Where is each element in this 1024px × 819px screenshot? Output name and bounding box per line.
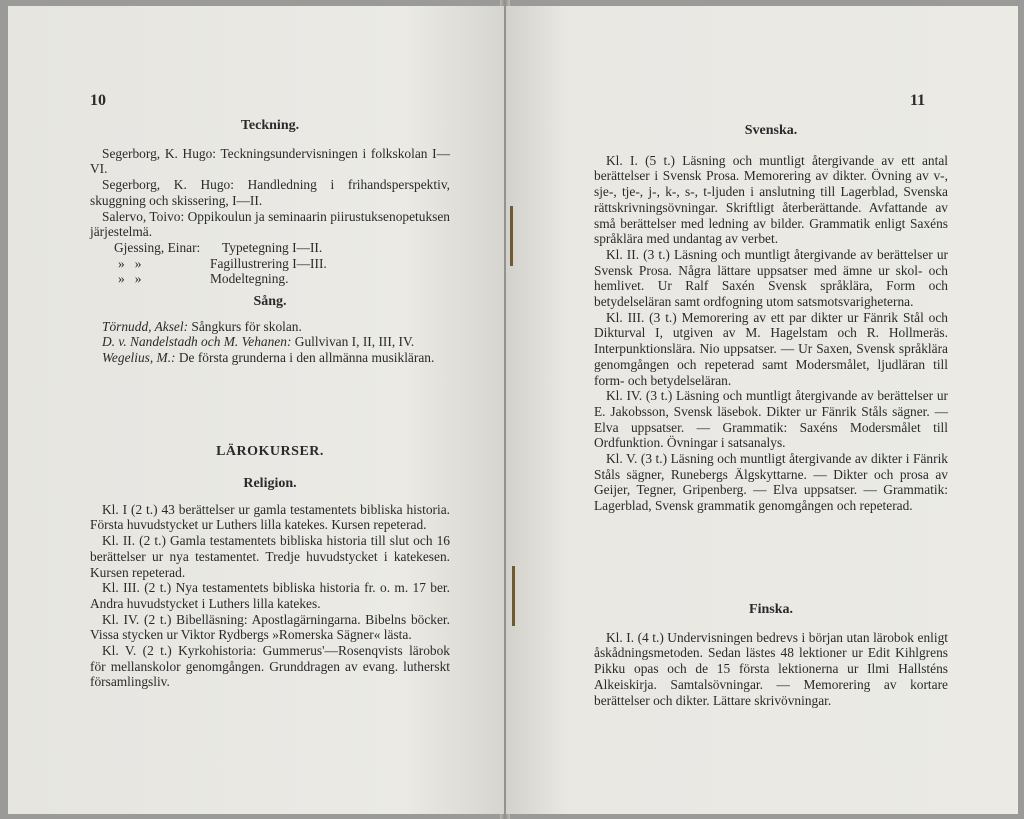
finska-section <box>594 602 948 708</box>
gjessing-item: Modeltegning. <box>210 271 289 287</box>
teckning-section <box>90 118 450 287</box>
sang-entry <box>90 350 450 366</box>
section-heading-religion: Religion. <box>243 476 297 491</box>
gjessing-row <box>90 271 450 287</box>
religion-paragraph: Kl. III. (2 t.) Nya testamentets bibliska historia fr. o. m. 17 ber. Andra huvudstycket i Luthers lilla katekes. <box>90 580 450 611</box>
gjessing-author: Gjessing, Einar: <box>114 239 201 255</box>
ditto-mark-row <box>90 271 210 287</box>
section-heading-finska: Finska. <box>749 602 793 617</box>
svenska-section <box>594 123 948 514</box>
binding-mark <box>510 206 513 266</box>
larokurser-section <box>90 444 450 460</box>
ditto-mark: » <box>118 271 125 287</box>
svenska-paragraph: Kl. IV. (3 t.) Läsning och muntligt återgivande av berättelser ur E. Jakobsson, Svensk läsebok. Dikter ur Fänrik Ståls sägner. — Elva uppsatser. — Grammatik: Saxéns Modersmålet till Ordfunktion. Övningar i satsanalys. <box>594 388 948 451</box>
sang-author: D. v. Nandelstadh och M. Vehanen: <box>102 334 292 350</box>
ditto-mark-row <box>90 256 210 272</box>
sang-author: Wegelius, M.: <box>102 350 176 366</box>
sang-text: Gullvivan I, II, III, IV. <box>291 334 415 350</box>
binding-mark <box>512 566 515 626</box>
svenska-paragraph: Kl. III. (3 t.) Memorering av ett par dikter ur Fänrik Stål och Dikturval I, utgiven av M. Hagelstam och R. Hollmeräs. Interpunktionslära. Nio uppsatser. — Ur Saxen, Svensk språklära genomgången och repeterad samt Modersmålet, ljudläran till form- och betydelseläran. <box>594 309 948 388</box>
right-page <box>506 6 1018 814</box>
religion-paragraph: Kl. IV. (2 t.) Bibelläsning: Apostlagärningarna. Bibelns böcker. Vissa stycken ur Viktor Rydbergs »Romerska Sägner« lästa. <box>90 611 450 643</box>
section-heading-teckning: Teckning. <box>240 118 300 133</box>
svenska-paragraph: Kl. II. (3 t.) Läsning och muntligt återgivande av berättelser ur Svensk Prosa. Några lättare uppsatser med ämne ur skol- och hemlivet. Ur Ralf Saxén Svensk språklära, Form och betydelseläran samt ordfogning utom satsmotsvarigheterna. <box>594 246 948 310</box>
section-heading-svenska: Svenska. <box>744 123 798 138</box>
teckning-entry: Segerborg, K. Hugo: Handledning i frihandsperspektiv, skuggning och skissering, I—II. <box>90 177 450 208</box>
left-page <box>8 6 504 814</box>
gjessing-row <box>90 256 450 272</box>
sang-text: Sångkurs för skolan. <box>188 318 302 334</box>
ditto-mark: » <box>134 255 142 271</box>
gjessing-item: Fagillustrering I—III. <box>210 255 327 271</box>
ditto-mark: » <box>134 271 142 287</box>
religion-paragraph: Kl. V. (2 t.) Kyrkohistoria: Gummerus'—Rosenqvists lärobok för mellanskolor genomgången. Grunddragen av evang. lutherskt församlingsliv. <box>90 643 450 690</box>
gjessing-row <box>90 240 450 256</box>
svenska-paragraph: Kl. I. (5 t.) Läsning och muntligt återgivande av ett antal berättelser i Svensk Prosa. Memorering av dikter. Övning av v-, sje-, tje-, j-, k-, s-, t-ljuden i anslutning till Lagerblad, Svenska rättskrivningsövningar. Skriftligt återberättande. Avfattande av små berättelser med ledning av bilder. Grammatik enligt Saxéns språklära med undantag av verbet. <box>594 152 948 247</box>
religion-section <box>90 476 450 690</box>
teckning-entry: Salervo, Toivo: Oppikoulun ja seminaarin piirustuksenopetuksen järjestelmä. <box>90 208 450 240</box>
sang-entry <box>90 319 450 335</box>
page-number: 11 <box>910 92 926 109</box>
sang-entry <box>90 334 450 350</box>
gjessing-item: Typetegning I—II. <box>222 239 323 255</box>
sang-section <box>90 294 450 366</box>
section-heading-sang: Sång. <box>253 294 287 309</box>
sang-author: Törnudd, Aksel: <box>102 318 189 334</box>
religion-paragraph: Kl. I (2 t.) 43 berättelser ur gamla testamentets bibliska historia. Första huvudstycket ur Luthers lilla katekes. Kursen repeterad. <box>90 501 450 533</box>
religion-paragraph: Kl. II. (2 t.) Gamla testamentets bibliska historia till slut och 16 berättelser ur nya testamentet. Tredje huvudstycket i katekesen. Kursen repeterad. <box>90 533 450 580</box>
svenska-paragraph: Kl. V. (3 t.) Läsning och muntligt återgivande av dikter i Fänrik Ståls sägner, Runebergs Älgskyttarne. — Dikter och prosa av Geijer, Tegner, Gripenberg. — Elva uppsatser. — Grammatik: Lagerblad, Svensk grammatik genomgången och repeterad. <box>594 451 948 514</box>
larokurser-heading: LÄROKURSER. <box>216 444 324 459</box>
teckning-entry: Segerborg, K. Hugo: Teckningsundervisningen i folkskolan I—VI. <box>90 145 450 177</box>
finska-paragraph: Kl. I. (4 t.) Undervisningen bedrevs i början utan lärobok enligt åskådningsmetoden. Sedan lästes 48 lektioner ur Edit Kihlgrens Pikku opas och de 15 första lektionerna ur Ilmi Hallsténs Alkeiskirja. Samtalsövningar. — Memorering av kortare berättelser och dikter. Lättare skrivövningar. <box>594 629 948 708</box>
sang-text: De första grunderna i den allmänna musikläran. <box>175 350 435 366</box>
ditto-mark: » <box>118 255 125 271</box>
page-number: 10 <box>90 92 106 109</box>
